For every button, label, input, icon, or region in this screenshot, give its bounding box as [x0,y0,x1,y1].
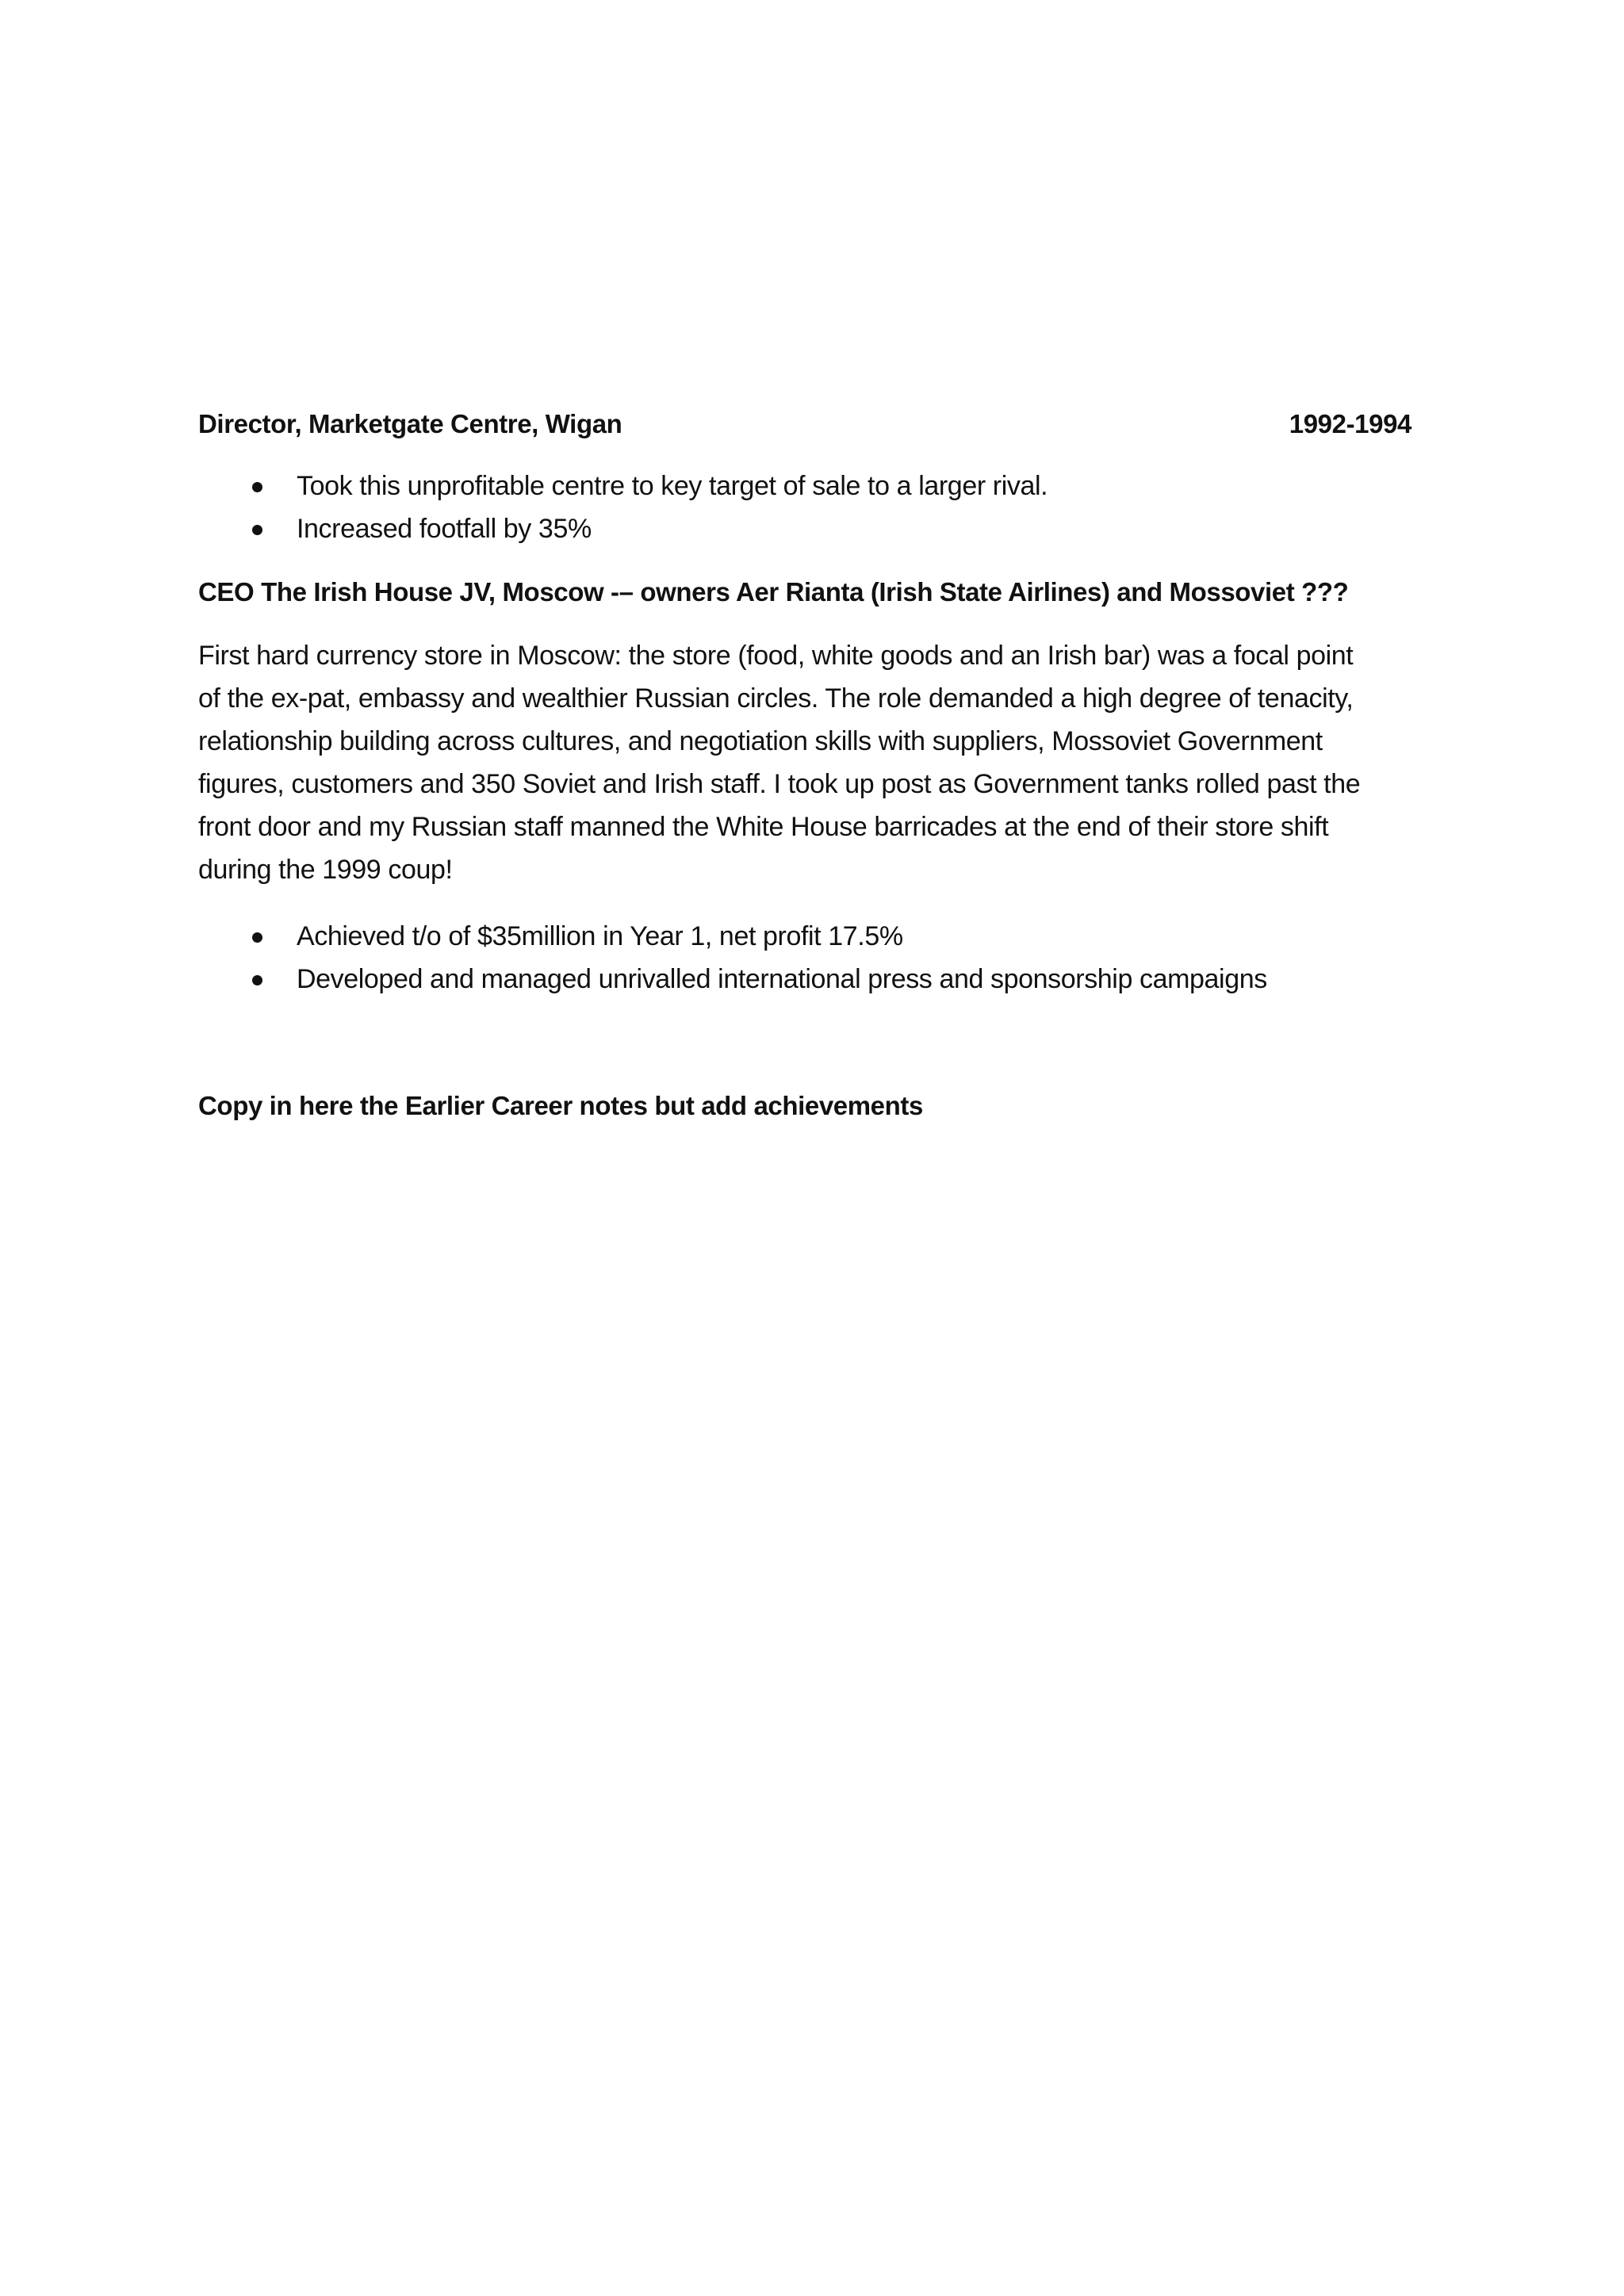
document-content [198,403,1419,1127]
role-header-irish-house: CEO The Irish House JV, Moscow -– owners Aer Rianta (Irish State Airlines) and Mossoviet ??? [198,577,1349,607]
list-item [198,915,1419,958]
paragraph-line: front door and my Russian staff manned the White House barricades at the end of their store shift [198,812,1329,842]
paragraph-line: during the 1999 coup! [198,855,453,885]
achievement-list-irish-house [198,915,1419,1001]
bullet-icon [252,932,262,943]
paragraph-line: figures, customers and 350 Soviet and Irish staff. I took up post as Government tanks rolled past the [198,769,1361,799]
list-item [198,465,1419,507]
bullet-icon [252,525,262,535]
paragraph-line: relationship building across cultures, and negotiation skills with suppliers, Mossoviet Government [198,726,1323,756]
list-item-text: Took this unprofitable centre to key target of sale to a larger rival. [297,471,1048,501]
list-item [198,507,1419,550]
role-title: Director, Marketgate Centre, Wigan [198,409,622,438]
role-description [198,634,1435,891]
list-item-text: Achieved t/o of $35million in Year 1, net profit 17.5% [297,921,903,951]
role-header-marketgate [198,403,1411,446]
list-item-text: Developed and managed unrivalled international press and sponsorship campaigns [297,964,1267,994]
achievement-list-marketgate [198,465,1419,550]
list-item [198,958,1419,1001]
paragraph-line: of the ex-pat, embassy and wealthier Russian circles. The role demanded a high degree of tenacity, [198,683,1354,714]
list-item-text: Increased footfall by 35% [297,514,592,544]
role-dates: 1992-1994 [1289,409,1411,438]
bullet-icon [252,482,262,492]
earlier-career-note: Copy in here the Earlier Career notes but add achievements [198,1091,923,1120]
paragraph-line: First hard currency store in Moscow: the store (food, white goods and an Irish bar) was a focal point [198,641,1354,671]
bullet-icon [252,975,262,985]
